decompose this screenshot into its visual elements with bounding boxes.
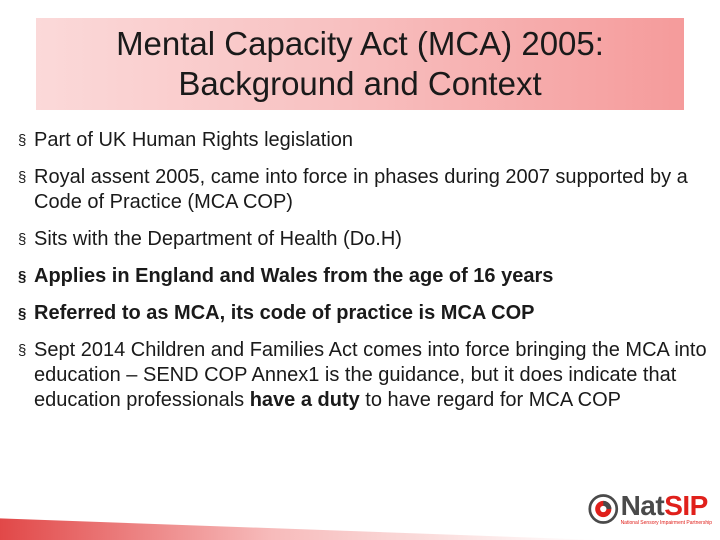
bullet-list: [18, 128, 712, 425]
bullet-icon: §: [18, 231, 27, 248]
logo-text: [621, 492, 712, 526]
bullet-text: Sits with the Department of Health (Do.H): [34, 228, 402, 250]
bullet-text: [34, 339, 707, 411]
logo-sip: SIP: [664, 490, 708, 521]
bullet-text: Part of UK Human Rights legislation: [34, 129, 354, 151]
bullet-text: Applies in England and Wales from the age of 16 years: [34, 265, 554, 287]
logo-wordmark: [621, 492, 712, 520]
bullet-item-human-rights: [18, 128, 712, 153]
bullet-icon: §: [18, 132, 27, 149]
natsip-logo: [588, 484, 712, 534]
bullet-icon: §: [18, 169, 27, 186]
bullet-icon: §: [18, 268, 27, 285]
bullet-item-royal-assent: [18, 165, 712, 215]
bullet-text: Referred to as MCA, its code of practice is MCA COP: [34, 302, 535, 324]
logo-nat: Nat: [620, 490, 665, 521]
bullet-icon: §: [18, 342, 27, 359]
decorative-bottom-swoosh: [0, 492, 600, 540]
bullet-item-mca-cop: [18, 301, 712, 326]
bullet-icon: §: [18, 305, 27, 322]
title-banner: [36, 18, 684, 110]
bullet-text-emphasis: have a duty: [249, 389, 360, 411]
slide-title-line-1: Mental Capacity Act (MCA) 2005:: [116, 25, 604, 62]
bullet-text: Royal assent 2005, came into force in phases during 2007 supported by a Code of Practice (MCA COP): [34, 166, 688, 213]
bullet-item-children-families-act: [18, 338, 712, 413]
bullet-item-department-of-health: [18, 227, 712, 252]
bullet-text-after: to have regard for MCA COP: [359, 389, 621, 411]
natsip-logo-icon: [588, 492, 619, 526]
logo-tagline: National Sensory Impairment Partnership: [620, 520, 712, 526]
slide-title-line-2: Background and Context: [178, 65, 542, 102]
bullet-text-before: Sept 2014 Children and Families Act comes into force bringing the MCA into education – SEND COP Annex1 is the guidance, but it does indicate that education professionals: [34, 339, 707, 411]
bullet-item-england-wales: [18, 264, 712, 289]
